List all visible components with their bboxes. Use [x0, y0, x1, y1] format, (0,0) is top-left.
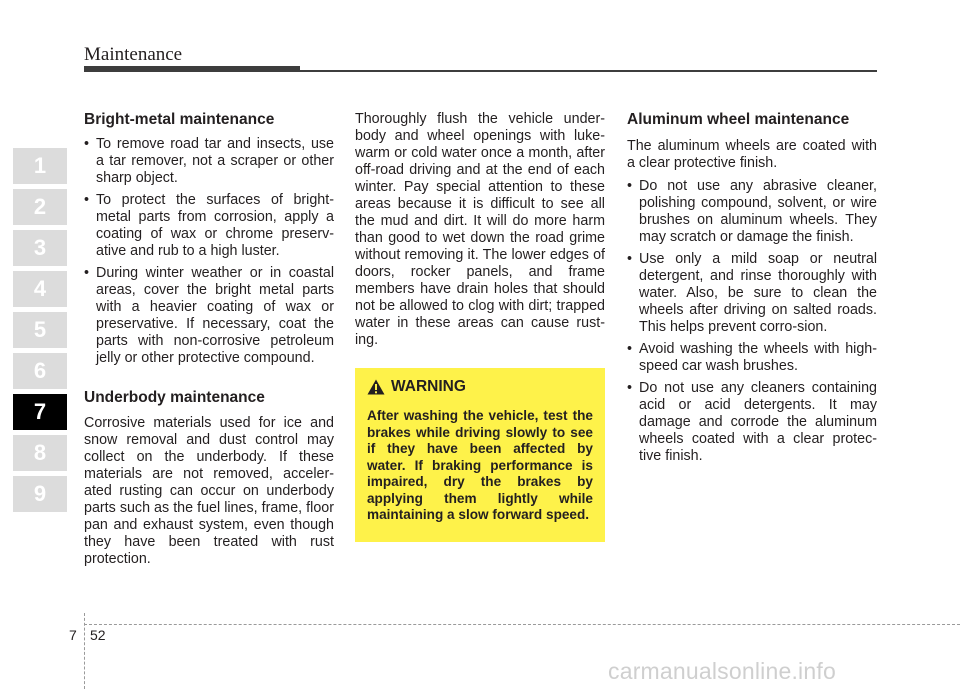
footer-horizontal-rule: [84, 624, 960, 625]
warning-text: After washing the vehicle, test the brakes while driving slowly to see if they have been affected by water. If braking performance is impaired, dry the brakes by applying them lightly while maintaining a slow forward speed.: [367, 408, 593, 522]
list-item: • Avoid washing the wheels with high-speed car wash brushes.: [627, 341, 877, 375]
warning-box: [355, 368, 605, 542]
bright-metal-list: [84, 136, 334, 367]
list-item: • Use only a mild soap or neutral detergent, and rinse thoroughly with water. Also, be sure to clean the wheels after driving on salted roads. This helps prevent corro-sion.: [627, 251, 877, 336]
chapter-tab-1[interactable]: 1: [13, 148, 67, 184]
chapter-tab-7-active[interactable]: 7: [13, 394, 67, 430]
warning-header: [367, 376, 593, 398]
chapter-tab-4[interactable]: 4: [13, 271, 67, 307]
underbody-continued-paragraph: Thoroughly flush the vehicle under-body and wheel openings with luke-warm or cold water once a month, after off-road driving and at the end of each winter. Pay special attention to these areas because it is difficult to see all the mud and dirt. It will do more harm than good to wet down the road grime without removing it. The lower edges of doors, rocker panels, and frame members have drain holes that should not be allowed to clog with dirt; trapped water in these areas can cause rust-ing.: [355, 111, 605, 348]
chapter-tab-2[interactable]: 2: [13, 189, 67, 225]
footer-chapter-number: 7: [69, 627, 77, 643]
watermark: carmanualsonline.info: [608, 658, 836, 684]
chapter-tab-9[interactable]: 9: [13, 476, 67, 512]
chapter-tab-3[interactable]: 3: [13, 230, 67, 266]
column-right: [627, 110, 877, 465]
column-middle: [355, 111, 605, 349]
warning-title: WARNING: [391, 378, 466, 395]
page-header-title: Maintenance: [84, 44, 183, 65]
aluminum-heading: Aluminum wheel maintenance: [627, 111, 850, 128]
underbody-heading: Underbody maintenance: [84, 389, 265, 406]
aluminum-list: [627, 178, 877, 465]
footer-page-number: 52: [90, 627, 106, 643]
column-left: [84, 110, 334, 568]
bright-metal-heading: Bright-metal maintenance: [84, 111, 275, 128]
underbody-paragraph: Corrosive materials used for ice and snow removal and dust control may collect on the underbody. If these materials are not removed, acceler-ated rusting can occur on underbody parts such as the fuel lines, frame, floor pan and exhaust system, even though they have been treated with rust protection.: [84, 415, 334, 567]
list-item: • To protect the surfaces of bright-metal parts from corrosion, apply a coating of wax or chrome preserv-ative and rub to a high luster.: [84, 192, 334, 260]
aluminum-intro: The aluminum wheels are coated with a clear protective finish.: [627, 138, 877, 171]
chapter-tab-8[interactable]: 8: [13, 435, 67, 471]
warning-triangle-icon: [367, 379, 385, 395]
list-item: • During winter weather or in coastal areas, cover the bright metal parts with a heavier coating of wax or preservative. If necessary, coat the parts with non-corrosive petroleum jelly or other protective compound.: [84, 265, 334, 367]
chapter-tabs: [13, 148, 67, 517]
list-item: • Do not use any abrasive cleaner, polishing compound, solvent, or wire brushes on aluminum wheels. They may scratch or damage the finish.: [627, 178, 877, 246]
list-item: • To remove road tar and insects, use a tar remover, not a scraper or other sharp object.: [84, 136, 334, 187]
chapter-tab-6[interactable]: 6: [13, 353, 67, 389]
header-rule-thick: [84, 66, 300, 72]
list-item: • Do not use any cleaners containing acid or acid detergents. It may damage and corrode the aluminum wheels coated with a clear protec-tive finish.: [627, 380, 877, 465]
chapter-tab-5[interactable]: 5: [13, 312, 67, 348]
header-rule-thin: [300, 70, 877, 72]
